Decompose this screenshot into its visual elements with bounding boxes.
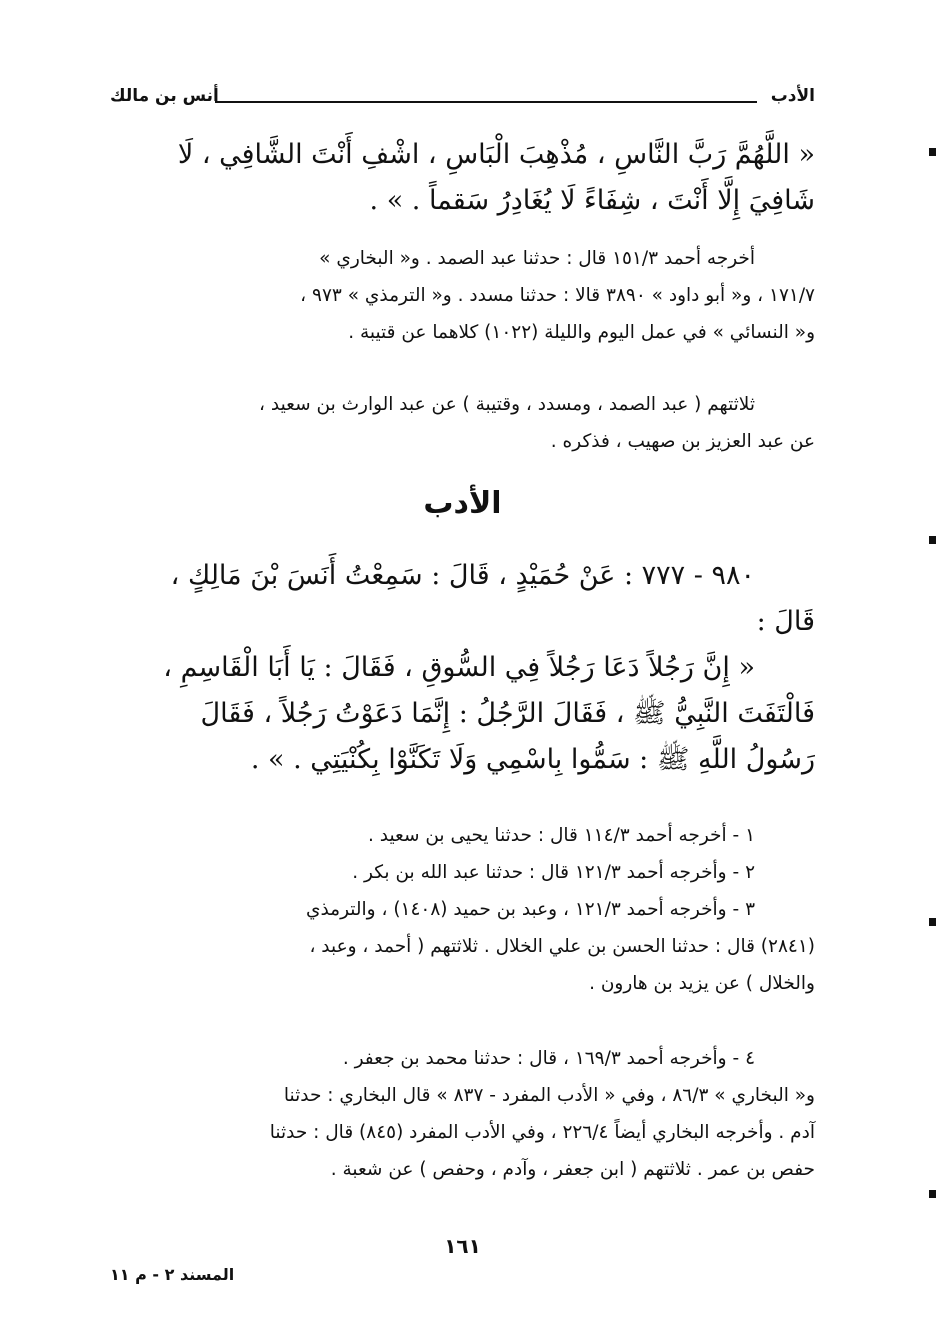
note-line: ثلاثتهم ( عبد الصمد ، ومسدد ، وقتيبة ) عن عبد الوارث بن سعيد ، (259, 394, 755, 415)
running-header (110, 86, 815, 112)
hadith-line: ٩٨٠ - ٧٧٧ : عَنْ حُمَيْدٍ ، قَالَ : سَمِعْتُ أَنَسَ بْنَ مَالِكٍ ، (170, 560, 755, 591)
margin-mark (929, 918, 936, 926)
note-line: ١٧١/٧ ، و« أبو داود » ٣٨٩٠ قالا : حدثنا مسدد . و« الترمذي » ٩٧٣ ، (300, 285, 815, 306)
header-rule (215, 101, 757, 103)
note-line: و« النسائي » في عمل اليوم والليلة (١٠٢٢) كلاهما عن قتيبة . (348, 322, 815, 343)
note-line: آدم . وأخرجه البخاري أيضاً ٢٢٦/٤ ، وفي الأدب المفرد (٨٤٥) قال : حدثنا (269, 1122, 815, 1143)
takhrij-notes-2 (110, 386, 815, 460)
hadith-980-notes-b (110, 1040, 815, 1188)
chapter-title: الأدب (770, 86, 815, 106)
note-line: ١ - أخرجه أحمد ١١٤/٣ قال : حدثنا يحيى بن سعيد . (367, 825, 755, 846)
note-line: حفص بن عمر . ثلاثتهم ( ابن جعفر ، وآدم ، وحفص ) عن شعبة . (330, 1159, 815, 1180)
takhrij-notes-1 (110, 240, 815, 351)
note-line: ٢ - وأخرجه أحمد ١٢١/٣ قال : حدثنا عبد الله بن بكر . (352, 862, 755, 883)
text-line: شَافِيَ إِلَّا أَنْتَ ، شِفَاءً لَا يُغَادِرُ سَقماً . » . (369, 185, 815, 216)
note-line: والخلال ) عن يزيد بن هارون . (589, 973, 815, 994)
note-line: عن عبد العزيز بن صهيب ، فذكره . (550, 431, 815, 452)
section-title: الأدب (423, 486, 502, 521)
note-line: (٢٨٤١) قال : حدثنا الحسن بن علي الخلال . ثلاثتهم ( أحمد ، وعبد ، (309, 936, 815, 957)
hadith-line: فَالْتَفَتَ النَّبِيُّ ﷺ ، فَقَالَ الرَّجُلُ : إِنَّمَا دَعَوْتُ رَجُلاً ، فَقَالَ (200, 698, 815, 729)
note-line: و« البخاري » ٨٦/٣ ، وفي « الأدب المفرد - ٨٣٧ » قال البخاري : حدثنا (283, 1085, 815, 1106)
hadith-980 (110, 553, 815, 783)
hadith-980-notes-a (110, 817, 815, 1002)
margin-mark (929, 1190, 936, 1198)
text-line: « اللَّهُمَّ رَبَّ النَّاسِ ، مُذْهِبَ الْبَاسِ ، اشْفِ أَنْتَ الشَّافِي ، لَا (177, 139, 815, 170)
hadith-line: رَسُولُ اللَّهِ ﷺ : سَمُّوا بِاسْمِي وَلَا تَكَنَّوْا بِكُنْيَتِي . » . (250, 744, 815, 775)
previous-hadith-text (110, 132, 815, 224)
hadith-line: « إِنَّ رَجُلاً دَعَا رَجُلاً فِي السُّوقِ ، فَقَالَ : يَا أَبَا الْقَاسِمِ ، (163, 652, 755, 683)
note-line: ٤ - وأخرجه أحمد ١٦٩/٣ ، قال : حدثنا محمد بن جعفر . (342, 1048, 755, 1069)
margin-mark (929, 148, 936, 156)
note-line: أخرجه أحمد ١٥١/٣ قال : حدثنا عبد الصمد . و« البخاري » (319, 248, 755, 269)
margin-mark (929, 536, 936, 544)
companion-name: أنس بن مالك (110, 86, 219, 106)
hadith-line: قَالَ : (756, 606, 815, 637)
page-number: ١٦١ (444, 1234, 481, 1258)
note-line: ٣ - وأخرجه أحمد ١٢١/٣ ، وعبد بن حميد (١٤٠٨) ، والترمذي (305, 899, 755, 920)
signature-mark: المسند ٢ - م ١١ (110, 1265, 235, 1284)
